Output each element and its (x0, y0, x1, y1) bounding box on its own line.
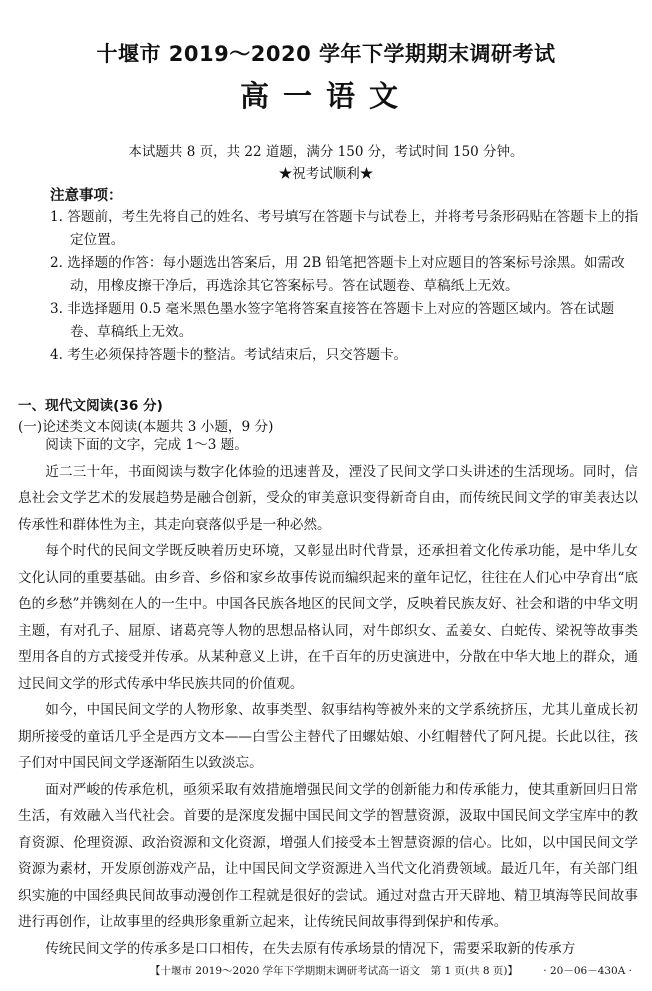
notice-item: 2. 选择题的作答：每小题选出答案后，用 2B 铅笔把答题卡上对应题目的答案标号涂黑。如需改动，用橡皮擦干净后，再选涂其它答案标号。答在试题卷、草稿纸上无效。 (50, 255, 625, 294)
exam-wish: ★祝考试顺利★ (278, 166, 374, 182)
footer-page-info: 【十堰市 2019～2020 学年下学期期末调研考试高一语文 第 1 页(共 8 页)】 (150, 965, 519, 977)
subsection-title: (一)论述类文本阅读(本题共 3 小题，9 分) (18, 419, 274, 435)
passage-paragraph: 如今，中国民间文学的人物形象、故事类型、叙事结构等被外来的文学系统挤压，尤其儿童成长初期所接受的童话几乎全是西方文本——白雪公主替代了田螺姑娘、小红帽替代了阿凡提。长此以往，孩子们对中国民间文学逐渐陌生以致淡忘。 (18, 702, 638, 771)
subject-title: 高一语文 (239, 79, 412, 113)
exam-title: 十堰市 2019～2020 学年下学期期末调研考试 (96, 42, 556, 66)
section-title: 一、现代文阅读(36 分) (18, 398, 163, 414)
passage-paragraph: 每个时代的民间文学既反映着历史环境，又彰显出时代背景，还承担着文化传承功能，是中华儿女文化认同的重要基础。由乡音、乡俗和家乡故事传说而编织起来的童年记忆，往往在人们心中孕育出“底色的乡愁”并镌刻在人的一生中。中国各民族各地区的民间文学，反映着民族友好、社会和谐的中华文明主题，有对孔子、屈原、诸葛亮等人物的思想品格认同，对牛郎织女、孟姜女、白蛇传、梁祝等故事类型用各自的方式接受并传承。从某种意义上讲，在千百年的历史演进中，分散在中华大地上的群众，通过民间文学的形式传承中华民族共同的价值观。 (18, 543, 638, 692)
notice-item: 3. 非选择题用 0.5 毫米黑色墨水签字笔将答案直接答在答题卡上对应的答题区域内。答在试题卷、草稿纸上无效。 (50, 301, 615, 340)
passage-paragraph: 近二三十年，书面阅读与数字化体验的迅速普及，湮没了民间文学口头讲述的生活现场。同时，信息社会文学艺术的发展趋势是融合创新，受众的审美意识变得新奇自由，而传统民间文学的审美表达以传承性和群体性为主，其走向衰落似乎是一种必然。 (18, 463, 638, 533)
notice-title: 注意事项： (50, 188, 123, 204)
exam-info: 本试题共 8 页，共 22 道题，满分 150 分，考试时间 150 分钟。 (128, 144, 524, 160)
notice-item: 4. 考生必须保持答题卡的整洁。考试结束后，只交答题卡。 (50, 347, 408, 363)
passage-paragraph: 面对严峻的传承危机，亟须采取有效措施增强民间文学的创新能力和传承能力，使其重新回归日常生活，有效融入当代社会。首要的是深度发掘中国民间文学的智慧资源，汲取中国民间文学宝库中的教育资源、伦理资源、政治资源和文化资源，增强人们接受本土智慧资源的信心。比如，以中国民间文学资源为素材，开发原创游戏产品，让中国民间文学资源进入当代文化消费领域。最近几年，有关部门组织实施的中国经典民间故事动漫创作工程就是很好的尝试。通过对盘古开天辟地、精卫填海等民间故事进行再创作，让故事里的经典形象重新立起来，让传统民间故事得到保护和传承。 (18, 781, 638, 930)
notice-list (50, 206, 640, 367)
notice-item: 1. 答题前，考生先将自己的姓名、考号填写在答题卡与试卷上，并将考号条形码贴在答题卡上的指定位置。 (50, 209, 639, 248)
reading-passage (18, 432, 638, 962)
footer-code: · 20－06－430A · (543, 965, 632, 977)
passage-paragraph: 传统民间文学的传承多是口口相传，在失去原有传承场景的情况下，需要采取新的传承方 (45, 940, 576, 957)
instruction: 阅读下面的文字，完成 1～3 题。 (45, 437, 248, 453)
